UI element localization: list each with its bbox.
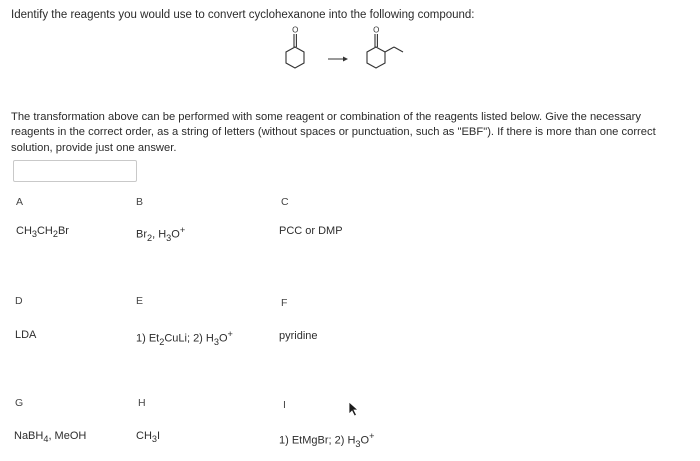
reactant-oxygen-label: O (292, 25, 299, 35)
product-2-ethylcyclohexanone (367, 34, 403, 68)
option-d-letter: D (15, 295, 23, 307)
option-a-value: $CH_3CH_2Br$ (16, 225, 69, 240)
option-i-letter: I (283, 399, 286, 411)
option-g-value: NaBH$_4$, MeOH (14, 430, 87, 445)
product-oxygen-label: O (373, 25, 380, 35)
option-h-value: $CH_3I$ (136, 430, 161, 445)
option-i-value: 1) EtMgBr; 2) $H_3O^+$ (279, 431, 375, 449)
option-e-letter: E (136, 295, 144, 307)
reactant-cyclohexanone (286, 34, 304, 68)
option-b-letter: B (136, 196, 144, 208)
option-g-letter: G (15, 397, 24, 409)
option-c-value: PCC or DMP (279, 225, 343, 237)
instructions-text: The transformation above can be performed with some reagent or combination of the reagents listed below. Give the necessary reagents in the correct order, as a string of letters (without spaces or punctuation, such as "EBF"). If there is more than one correct solution, provide just one answer. (11, 111, 656, 154)
option-f-value: pyridine (279, 330, 318, 342)
option-f-letter: F (281, 297, 288, 309)
answer-input[interactable] (13, 160, 137, 182)
option-c-letter: C (281, 196, 289, 208)
reaction-arrow-icon (328, 57, 348, 62)
question-prompt: Identify the reagents you would use to convert cyclohexanone into the following compound: (11, 9, 475, 21)
option-b-value: $Br_2$, $H_3O^+$ (136, 225, 186, 243)
option-d-value: LDA (15, 329, 37, 341)
option-h-letter: H (138, 397, 146, 409)
option-a-letter: A (16, 196, 24, 208)
option-e-value: 1) $Et_2CuLi$; 2) $H_3O^+$ (136, 329, 233, 347)
reaction-scheme (280, 24, 420, 80)
mouse-pointer-icon (348, 401, 360, 417)
